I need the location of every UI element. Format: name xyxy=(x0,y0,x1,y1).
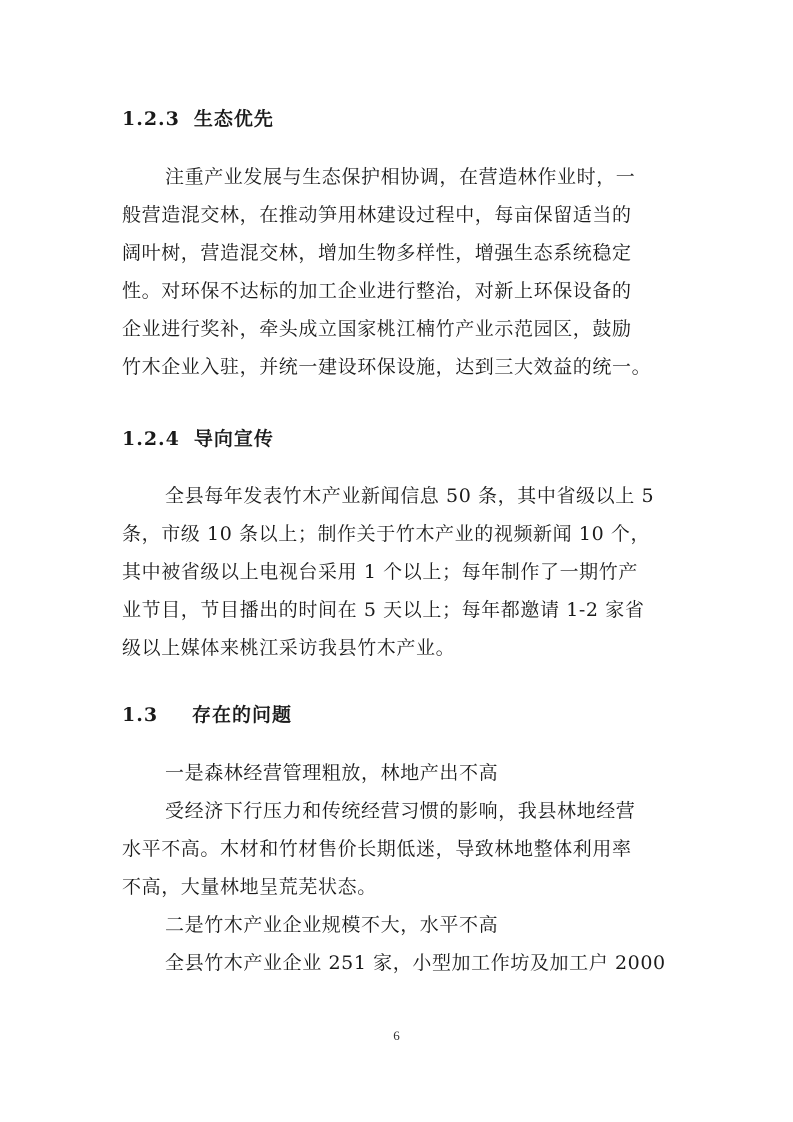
text-line: 业节目，节目播出的时间在 5 天以上；每年都邀请 1-2 家省 xyxy=(122,599,645,621)
section-heading-1-2-4 xyxy=(122,424,274,451)
section-heading-1-3 xyxy=(122,700,292,727)
text-line: 全县竹木产业企业 251 家，小型加工作坊及加工户 2000 xyxy=(165,952,666,974)
section-title: 存在的问题 xyxy=(192,704,293,726)
text-line: 受经济下行压力和传统经营习惯的影响，我县林地经营 xyxy=(165,800,636,822)
section-heading-1-2-3 xyxy=(122,104,274,131)
paragraph-existing-problems xyxy=(122,754,678,982)
section-number: 1.3 xyxy=(122,704,159,726)
text-line: 性。对环保不达标的加工企业进行整治，对新上环保设备的 xyxy=(122,280,632,302)
text-line: 其中被省级以上电视台采用 1 个以上；每年制作了一期竹产 xyxy=(122,561,638,583)
text-line: 全县每年发表竹木产业新闻信息 50 条，其中省级以上 5 xyxy=(165,485,655,507)
section-title: 导向宣传 xyxy=(193,428,274,450)
text-line: 般营造混交林，在推动笋用林建设过程中，每亩保留适当的 xyxy=(122,204,632,226)
text-line: 竹木企业入驻，并统一建设环保设施，达到三大效益的统一。 xyxy=(122,356,652,378)
section-number: 1.2.3 xyxy=(122,108,180,130)
text-line: 条，市级 10 条以上；制作关于竹木产业的视频新闻 10 个， xyxy=(122,523,651,545)
text-line: 不高，大量林地呈荒芜状态。 xyxy=(122,876,377,898)
text-line: 水平不高。木材和竹材售价长期低迷，导致林地整体利用率 xyxy=(122,838,632,860)
paragraph-publicity xyxy=(122,477,678,667)
page-number: 6 xyxy=(393,1028,400,1043)
text-line: 二是竹木产业企业规模不大，水平不高 xyxy=(165,914,499,936)
text-line: 企业进行奖补，牵头成立国家桃江楠竹产业示范园区，鼓励 xyxy=(122,318,632,340)
text-line: 注重产业发展与生态保护相协调，在营造林作业时，一 xyxy=(165,166,636,188)
text-line: 级以上媒体来桃江采访我县竹木产业。 xyxy=(122,637,456,659)
section-title: 生态优先 xyxy=(193,108,274,130)
section-number: 1.2.4 xyxy=(122,428,180,450)
paragraph-ecology-first xyxy=(122,158,678,386)
text-line: 阔叶树，营造混交林，增加生物多样性，增强生态系统稳定 xyxy=(122,242,632,264)
text-line: 一是森林经营管理粗放，林地产出不高 xyxy=(165,762,499,784)
